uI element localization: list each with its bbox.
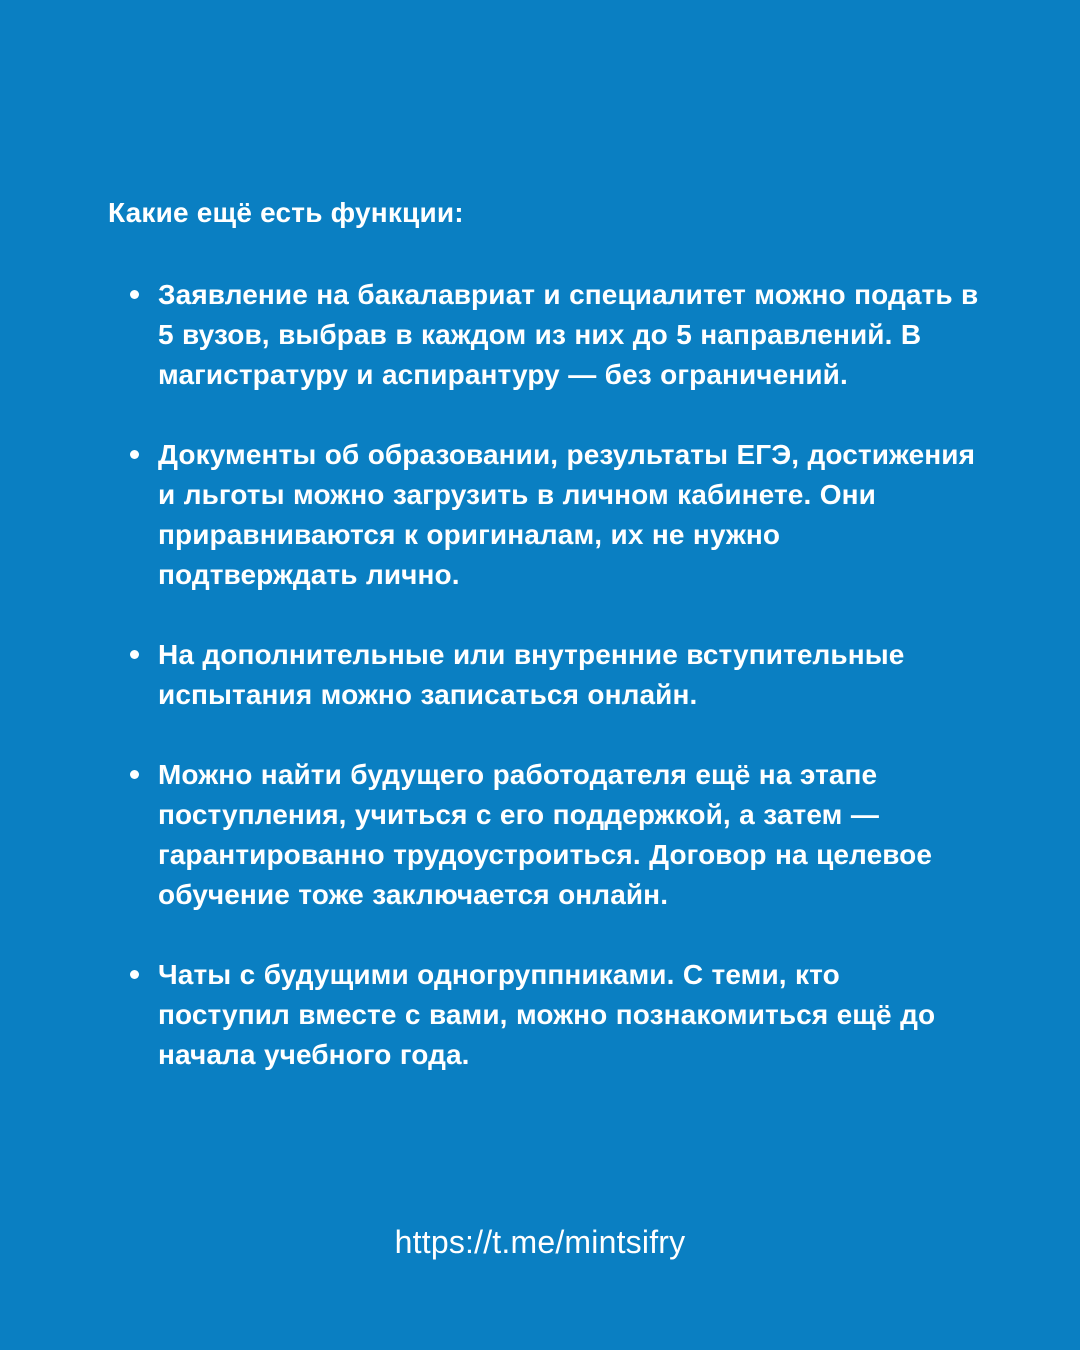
list-item-text: Можно найти будущего работодателя ещё на этапе поступления, учиться с его поддержкой, а затем — гарантированно трудоустроиться. Договор на целевое обучение тоже заключается онлайн. bbox=[158, 759, 933, 910]
bullet-dot-icon bbox=[130, 770, 139, 779]
bullet-dot-icon bbox=[130, 970, 139, 979]
bullet-dot-icon bbox=[130, 450, 139, 459]
list-item bbox=[130, 275, 980, 395]
list-item bbox=[130, 635, 980, 715]
list-item bbox=[130, 755, 980, 915]
telegram-link[interactable]: https://t.me/mintsifry bbox=[394, 1224, 686, 1260]
list-item-text: Документы об образовании, результаты ЕГЭ, достижения и льготы можно загрузить в личном кабинете. Они приравниваются к оригиналам, их не нужно подтверждать лично. bbox=[158, 439, 976, 590]
list-item bbox=[130, 435, 980, 595]
list-item-text: Чаты с будущими одногруппниками. С теми, кто поступил вместе с вами, можно познакомиться ещё до начала учебного года. bbox=[158, 959, 936, 1070]
slide-heading: Какие ещё есть функции: bbox=[108, 197, 464, 228]
list-item bbox=[130, 955, 980, 1075]
bullet-dot-icon bbox=[130, 650, 139, 659]
functions-list bbox=[130, 275, 980, 1075]
list-item-text: На дополнительные или внутренние вступительные испытания можно записаться онлайн. bbox=[158, 639, 905, 710]
bullet-dot-icon bbox=[130, 290, 139, 299]
list-item-text: Заявление на бакалавриат и специалитет можно подать в 5 вузов, выбрав в каждом из них до 5 направлений. В магистратуру и аспирантуру — без ограничений. bbox=[158, 279, 979, 390]
